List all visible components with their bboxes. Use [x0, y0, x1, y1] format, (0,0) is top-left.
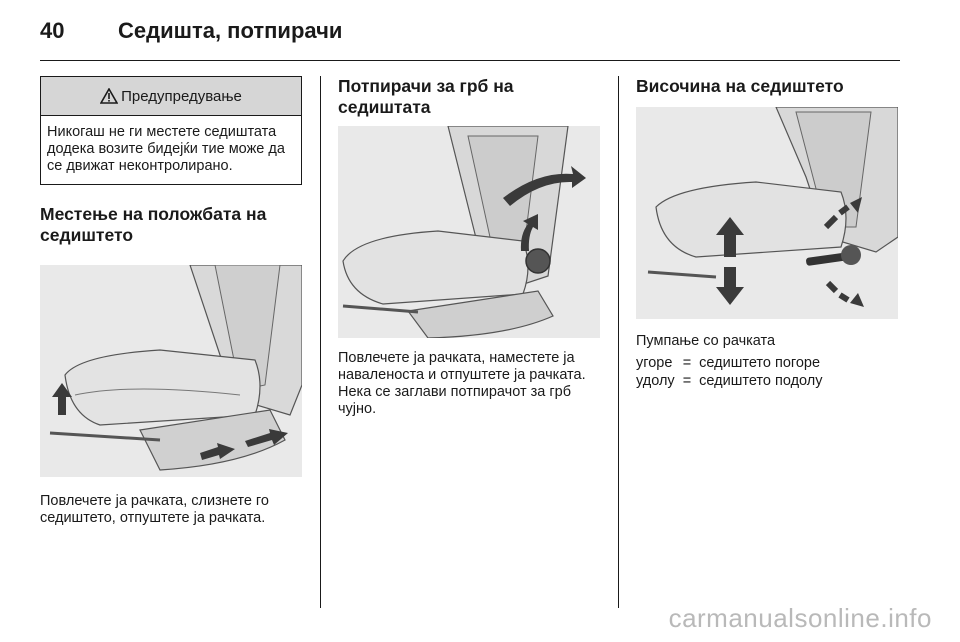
column-divider-1 [320, 76, 321, 608]
description: седиштето подолу [699, 373, 823, 389]
page-number: 40 [40, 18, 65, 43]
watermark: carmanualsonline.info [668, 603, 932, 633]
table-row [636, 354, 831, 372]
caption-position: Повлечете ја рачката, слизнете го седиштето, отпуштете ја рачката. [40, 493, 269, 526]
caption-backrest: Повлечете ја рачката, наместете ја наваленоста и отпуштете ја рачката. Нека се заглави потпирачот за грб чујно. [338, 350, 586, 417]
warning-title: Предупредување [121, 87, 242, 105]
warning-header [41, 77, 301, 116]
header-divider [40, 60, 900, 61]
term: угоре [636, 355, 673, 371]
seat-height-illustration [636, 107, 898, 319]
separator: = [682, 355, 692, 371]
table-row [636, 372, 831, 390]
seat-position-illustration [40, 265, 302, 477]
column-3 [636, 76, 900, 390]
section-heading-height: Височина на седиштето [636, 76, 844, 96]
page-header [40, 12, 900, 52]
backrest-illustration [338, 126, 600, 338]
height-intro: Пумпање со рачката [636, 333, 776, 349]
height-definition-table [636, 354, 831, 390]
page-title: Седишта, потпирачи [118, 18, 343, 43]
term: удолу [636, 373, 675, 389]
warning-box [40, 76, 302, 185]
section-heading-position: Местење на положбата на седиштето [40, 204, 267, 245]
column-divider-2 [618, 76, 619, 608]
separator: = [682, 373, 692, 389]
warning-text: Никогаш не ги местете седиштата додека возите бидејќи тие може да се движат неконтролирано. [47, 124, 285, 174]
column-2 [338, 76, 600, 418]
column-1 [40, 76, 302, 527]
section-heading-backrest: Потпирачи за грб на седиштата [338, 76, 514, 117]
warning-triangle-icon [100, 88, 118, 104]
description: седиштето погоре [699, 355, 821, 371]
